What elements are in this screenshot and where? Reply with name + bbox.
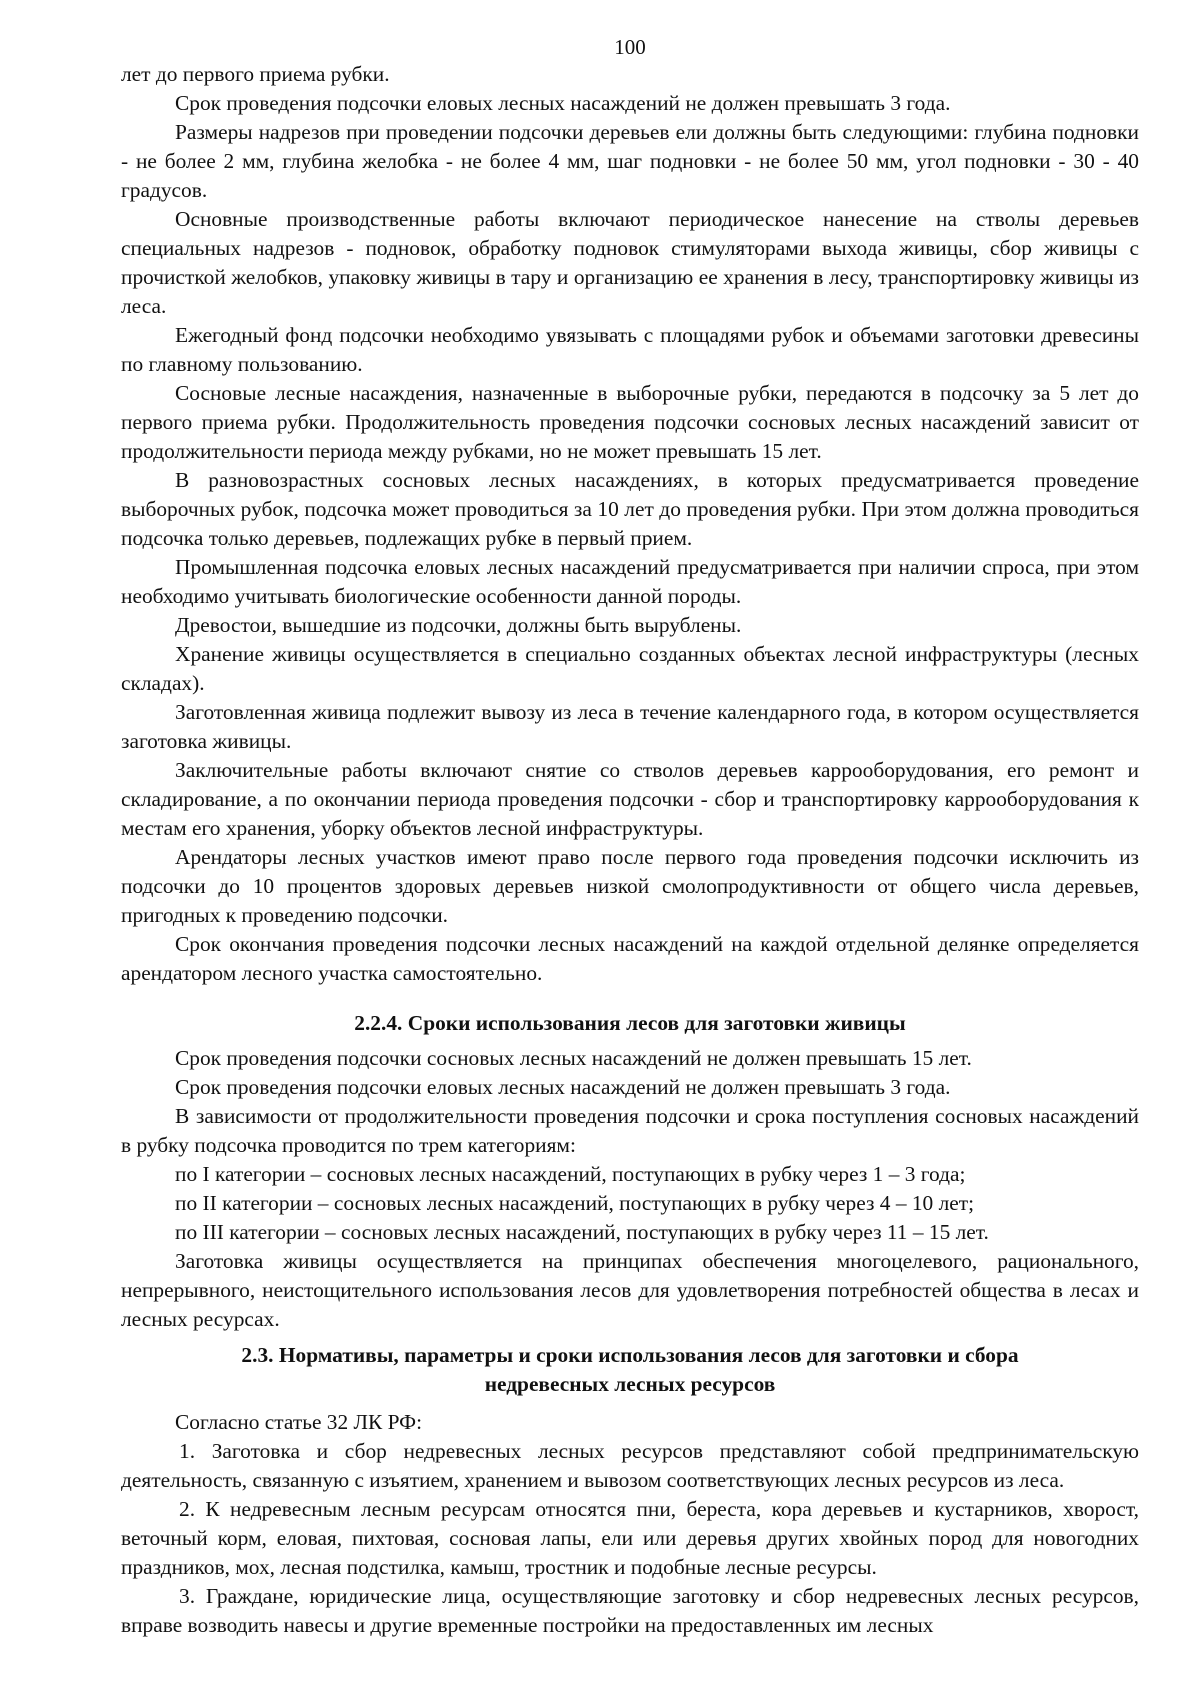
paragraph: Промышленная подсочка еловых лесных насаждений предусматривается при наличии спроса, при этом необходимо учитывать биологические особенности данной породы. bbox=[121, 555, 1139, 608]
numbered-paragraph: 2. К недревесным лесным ресурсам относятся пни, береста, кора деревьев и кустарников, хворост, веточный корм, еловая, пихтовая, сосновая лапы, ели или деревья других хвойных пород для новогодних праздников, мох, лесная подстилка, камыш, тростник и подобные лесные ресурсы. bbox=[121, 1497, 1139, 1579]
paragraph: Срок проведения подсочки еловых лесных насаждений не должен превышать 3 года. bbox=[175, 1075, 951, 1099]
paragraph: Срок окончания проведения подсочки лесных насаждений на каждой отдельной делянке определяется арендатором лесного участка самостоятельно. bbox=[121, 932, 1139, 985]
section-heading-2-3-line1: 2.3. Нормативы, параметры и сроки использования лесов для заготовки и сбора bbox=[241, 1343, 1019, 1367]
paragraph: Основные производственные работы включают периодическое нанесение на стволы деревьев специальных надрезов - подновок, обработку подновок стимуляторами выхода живицы, сбор живицы с прочисткой желобков, упаковку живицы в тару и организацию ее хранения в лесу, транспортировку живицы из леса. bbox=[121, 207, 1139, 318]
paragraph: Арендаторы лесных участков имеют право после первого года проведения подсочки исключить из подсочки до 10 процентов здоровых деревьев низкой смолопродуктивности от общего числа деревьев, пригодных к проведению подсочки. bbox=[121, 845, 1139, 927]
paragraph: Ежегодный фонд подсочки необходимо увязывать с площадями рубок и объемами заготовки древесины по главному пользованию. bbox=[121, 323, 1139, 376]
spacer bbox=[121, 1399, 1139, 1408]
paragraph: Древостои, вышедшие из подсочки, должны быть вырублены. bbox=[175, 613, 742, 637]
numbered-paragraph: 3. Граждане, юридические лица, осуществляющие заготовку и сбор недревесных лесных ресурсов, вправе возводить навесы и другие временные постройки на предоставленных им лесных bbox=[121, 1584, 1139, 1637]
paragraph: Сосновые лесные насаждения, назначенные в выборочные рубки, передаются в подсочку за 5 лет до первого приема рубки. Продолжительность проведения подсочки сосновых лесных насаждений зависит от продолжительности периода между рубками, но не может превышать 15 лет. bbox=[121, 381, 1139, 463]
list-item: по II категории – сосновых лесных насаждений, поступающих в рубку через 4 – 10 лет; bbox=[175, 1191, 975, 1215]
paragraph: В зависимости от продолжительности проведения подсочки и срока поступления сосновых насаждений в рубку подсочка проводится по трем категориям: bbox=[121, 1104, 1139, 1157]
paragraph: Согласно статье 32 ЛК РФ: bbox=[175, 1410, 423, 1434]
paragraph: Заготовленная живица подлежит вывозу из леса в течение календарного года, в котором осуществляется заготовка живицы. bbox=[121, 700, 1139, 753]
section-heading-2-3-line2: недревесных лесных ресурсов bbox=[484, 1372, 776, 1396]
list-item: по III категории – сосновых лесных насаждений, поступающих в рубку через 11 – 15 лет. bbox=[175, 1220, 989, 1244]
paragraph: Размеры надрезов при проведении подсочки деревьев ели должны быть следующими: глубина подновки - не более 2 мм, глубина желобка - не более 4 мм, шаг подновки - не более 50 мм, угол подновки - 30 - 40 градусов. bbox=[121, 120, 1139, 202]
paragraph: Хранение живицы осуществляется в специально созданных объектах лесной инфраструктуры (лесных складах). bbox=[121, 642, 1139, 695]
paragraph: В разновозрастных сосновых лесных насаждениях, в которых предусматривается проведение выборочных рубок, подсочка может проводиться за 10 лет до проведения рубки. При этом должна проводиться подсочка только деревьев, подлежащих рубке в первый прием. bbox=[121, 468, 1139, 550]
page-number: 100 bbox=[614, 35, 646, 59]
numbered-paragraph: 1. Заготовка и сбор недревесных лесных ресурсов представляют собой предпринимательскую деятельность, связанную с изъятием, хранением и вывозом соответствующих лесных ресурсов из леса. bbox=[121, 1439, 1139, 1492]
paragraph: Заключительные работы включают снятие со стволов деревьев каррооборудования, его ремонт и складирование, а по окончании периода проведения подсочки - сбор и транспортировку каррооборудования к местам его хранения, уборку объектов лесной инфраструктуры. bbox=[121, 758, 1139, 840]
section-heading-2-2-4: 2.2.4. Сроки использования лесов для заготовки живицы bbox=[354, 1011, 906, 1035]
spacer bbox=[121, 988, 1139, 1009]
paragraph: лет до первого приема рубки. bbox=[121, 62, 390, 86]
paragraph: Срок проведения подсочки сосновых лесных насаждений не должен превышать 15 лет. bbox=[175, 1046, 972, 1070]
spacer bbox=[121, 1334, 1139, 1341]
paragraph: Заготовка живицы осуществляется на принципах обеспечения многоцелевого, рационального, непрерывного, неистощительного использования лесов для удовлетворения потребностей общества в лесах и лесных ресурсах. bbox=[121, 1249, 1139, 1331]
document-body bbox=[121, 60, 1139, 1640]
list-item: по I категории – сосновых лесных насаждений, поступающих в рубку через 1 – 3 года; bbox=[175, 1162, 966, 1186]
paragraph: Срок проведения подсочки еловых лесных насаждений не должен превышать 3 года. bbox=[175, 91, 951, 115]
